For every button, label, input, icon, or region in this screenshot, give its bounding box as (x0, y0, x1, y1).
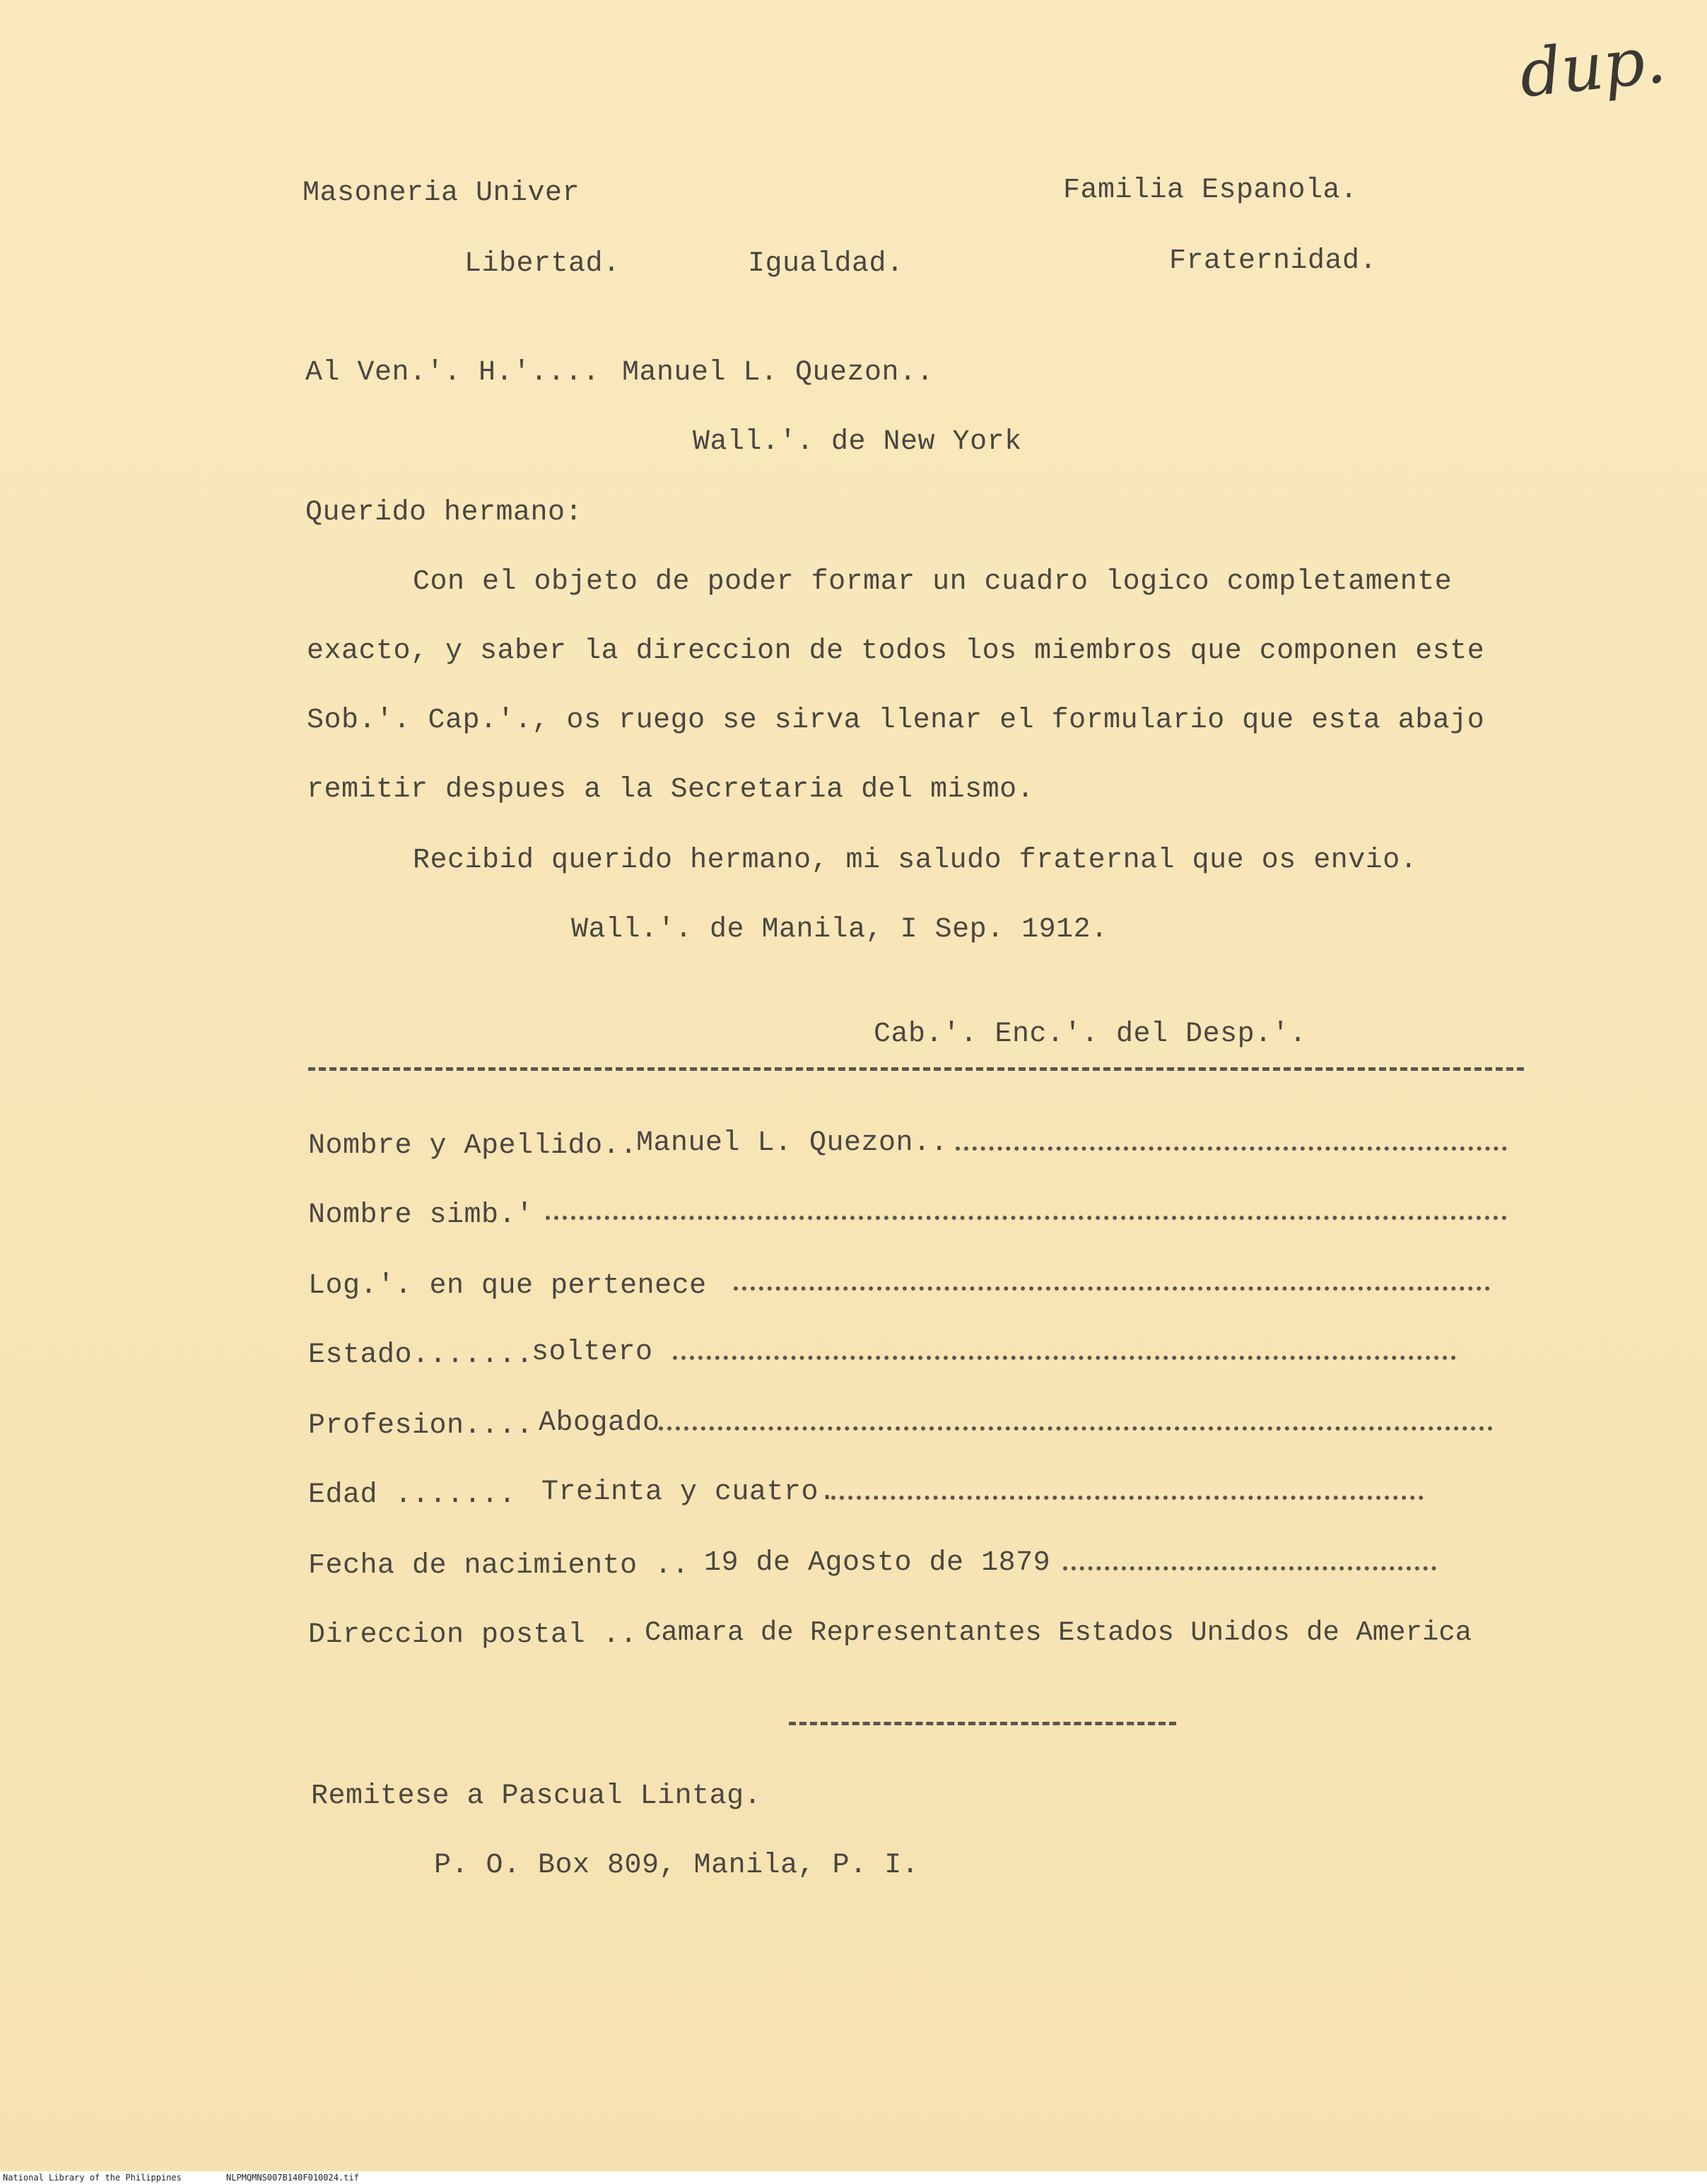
body-line-4: remitir despues a la Secretaria del mismo. (307, 774, 1035, 806)
footer-library: National Library of the Philippines (3, 2173, 182, 2183)
footer-filename: NLPMQMNS007B140F010024.tif (226, 2173, 359, 2183)
field-age-label: Edad ....... (308, 1479, 517, 1511)
return-line-2: P. O. Box 809, Manila, P. I. (434, 1850, 920, 1881)
field-birthdate-leader (1063, 1559, 1436, 1571)
field-profession-value: Abogado (539, 1407, 660, 1439)
handwritten-annotation: dup. (1515, 21, 1670, 112)
addressee-prefix: Al Ven.'. H.'.... (305, 357, 600, 389)
field-name-label: Nombre y Apellido.. (308, 1130, 638, 1162)
body-line-3: Sob.'. Cap.'., os ruego se sirva llenar el formulario que esta abajo (307, 705, 1485, 736)
field-birthdate-value: 19 de Agosto de 1879 (704, 1547, 1051, 1579)
field-name-leader (956, 1139, 1507, 1151)
header-right: Familia Espanola. (1063, 175, 1358, 206)
field-name-value: Manuel L. Quezon.. (636, 1127, 949, 1159)
field-lodge-leader (734, 1279, 1490, 1291)
field-symbolic-name-leader (546, 1209, 1507, 1220)
body-line-1: Con el objeto de poder formar un cuadro logico completamente (413, 566, 1453, 598)
field-profession-leader (659, 1419, 1493, 1431)
field-address-label: Direccion postal .. (308, 1619, 638, 1651)
motto-libertad: Libertad. (464, 248, 621, 280)
return-line-1: Remitese a Pascual Lintag. (311, 1780, 762, 1812)
field-profession-label: Profesion.... (308, 1410, 534, 1442)
place-date: Wall.'. de Manila, I Sep. 1912. (571, 914, 1108, 946)
body-line-2: exacto, y saber la direccion de todos los miembros que componen este (307, 635, 1485, 667)
motto-igualdad: Igualdad. (748, 248, 904, 280)
scan-footer (0, 2171, 1707, 2184)
field-address-value: Camara de Representantes Estados Unidos de America (645, 1617, 1472, 1648)
field-status-label: Estado....... (308, 1339, 534, 1371)
field-status-leader (673, 1349, 1456, 1360)
field-birthdate-label: Fecha de nacimiento .. (308, 1550, 690, 1582)
greeting: Querido hermano: (305, 497, 583, 529)
field-age-leader (831, 1489, 1424, 1500)
closing-rule (789, 1722, 1176, 1725)
header-left: Masoneria Univer (303, 177, 580, 209)
closing-line: Recibid querido hermano, mi saludo fraternal que os envio. (413, 845, 1418, 876)
addressee-location: Wall.'. de New York (693, 426, 1022, 458)
field-status-value: soltero (532, 1337, 653, 1368)
separator-rule (308, 1067, 1524, 1071)
motto-fraternidad: Fraternidad. (1169, 245, 1378, 277)
addressee-name: Manuel L. Quezon.. (622, 357, 934, 389)
field-symbolic-name-label: Nombre simb.' (308, 1199, 534, 1231)
field-lodge-label: Log.'. en que pertenece (308, 1270, 707, 1302)
signatory: Cab.'. Enc.'. del Desp.'. (874, 1018, 1307, 1050)
field-age-value: Treinta y cuatro. (541, 1476, 836, 1508)
